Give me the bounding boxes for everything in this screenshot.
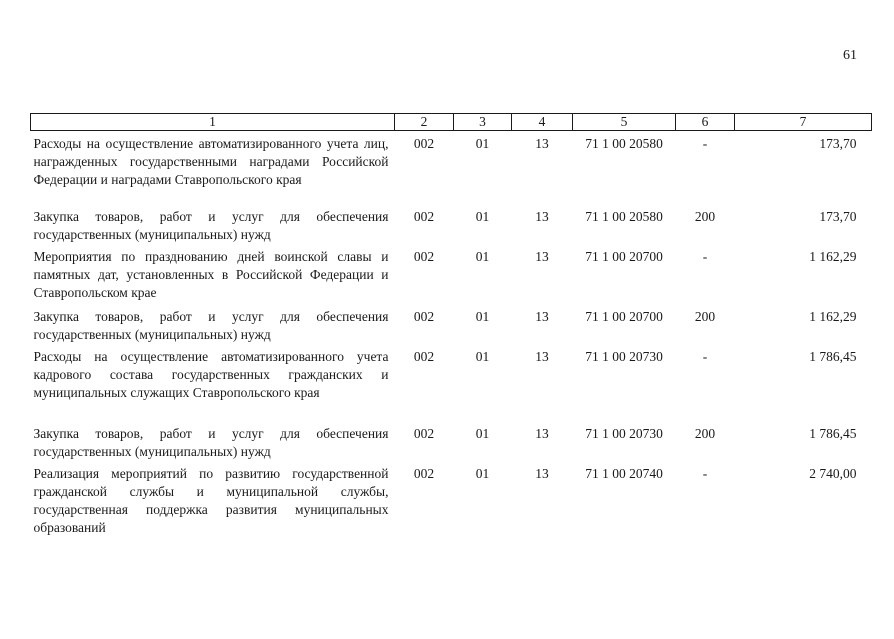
table-row <box>31 208 872 248</box>
row-col2: 002 <box>413 209 435 224</box>
table-row <box>31 425 872 465</box>
row-description: Расходы на осуществление автоматизированного учета лиц, награжденных государственными наградами Российской Федерации и наградами Ставропольского края <box>33 136 389 187</box>
row-col5: 71 1 00 20700 <box>585 249 663 264</box>
col-header-5: 5 <box>573 114 676 131</box>
row-amount: 173,70 <box>819 209 857 224</box>
row-col2: 002 <box>413 466 435 481</box>
row-col6: - <box>702 249 708 264</box>
row-col5: 71 1 00 20580 <box>585 136 663 151</box>
table-row <box>31 308 872 348</box>
row-col2: 002 <box>413 136 435 151</box>
page-number: 61 <box>843 48 857 63</box>
col-header-1: 1 <box>31 114 395 131</box>
row-amount: 2 740,00 <box>809 466 857 481</box>
row-col3: 01 <box>475 249 490 264</box>
row-description: Закупка товаров, работ и услуг для обеспечения государственных (муниципальных) нужд <box>33 209 389 242</box>
row-col4: 13 <box>535 309 549 324</box>
col-header-6: 6 <box>676 114 735 131</box>
header-row <box>31 114 872 131</box>
row-col6: - <box>702 349 708 364</box>
budget-table <box>30 113 872 539</box>
col-header-4: 4 <box>512 114 573 131</box>
row-amount: 173,70 <box>819 136 857 151</box>
row-description: Расходы на осуществление автоматизированного учета кадрового состава государственных гражданских и муниципальных служащих Ставропольского края <box>33 349 389 400</box>
row-col5: 71 1 00 20730 <box>585 349 663 364</box>
row-col6: 200 <box>694 426 716 441</box>
row-col3: 01 <box>475 209 490 224</box>
row-col3: 01 <box>475 136 490 151</box>
row-col5: 71 1 00 20740 <box>585 466 663 481</box>
row-col5: 71 1 00 20580 <box>585 209 663 224</box>
row-col6: 200 <box>694 309 716 324</box>
row-amount: 1 162,29 <box>809 309 857 324</box>
row-col4: 13 <box>535 209 549 224</box>
row-col4: 13 <box>535 349 549 364</box>
row-col4: 13 <box>535 249 549 264</box>
row-col3: 01 <box>475 426 490 441</box>
row-col2: 002 <box>413 349 435 364</box>
row-col2: 002 <box>413 426 435 441</box>
row-description: Мероприятия по празднованию дней воинской славы и памятных дат, установленных в Российской Федерации и Ставропольском крае <box>33 249 389 300</box>
table-row <box>31 248 872 308</box>
row-col6: - <box>702 136 708 151</box>
table-row <box>31 348 872 425</box>
row-col4: 13 <box>535 426 549 441</box>
row-col6: - <box>702 466 708 481</box>
col-header-2: 2 <box>395 114 454 131</box>
row-description: Закупка товаров, работ и услуг для обеспечения государственных (муниципальных) нужд <box>33 426 389 459</box>
row-col4: 13 <box>535 466 549 481</box>
row-col3: 01 <box>475 309 490 324</box>
row-col5: 71 1 00 20730 <box>585 426 663 441</box>
row-amount: 1 162,29 <box>809 249 857 264</box>
row-col4: 13 <box>535 136 549 151</box>
col-header-3: 3 <box>454 114 512 131</box>
table-row <box>31 135 872 208</box>
row-col5: 71 1 00 20700 <box>585 309 663 324</box>
row-col3: 01 <box>475 466 490 481</box>
row-col6: 200 <box>694 209 716 224</box>
row-description: Закупка товаров, работ и услуг для обеспечения государственных (муниципальных) нужд <box>33 309 389 342</box>
row-col3: 01 <box>475 349 490 364</box>
row-description: Реализация мероприятий по развитию государственной гражданской службы и муниципальной службы, государственная поддержка развития муниципальных образований <box>33 466 389 535</box>
col-header-7: 7 <box>735 114 872 131</box>
row-amount: 1 786,45 <box>809 426 857 441</box>
row-col2: 002 <box>413 309 435 324</box>
table-row <box>31 465 872 539</box>
row-col2: 002 <box>413 249 435 264</box>
row-amount: 1 786,45 <box>809 349 857 364</box>
